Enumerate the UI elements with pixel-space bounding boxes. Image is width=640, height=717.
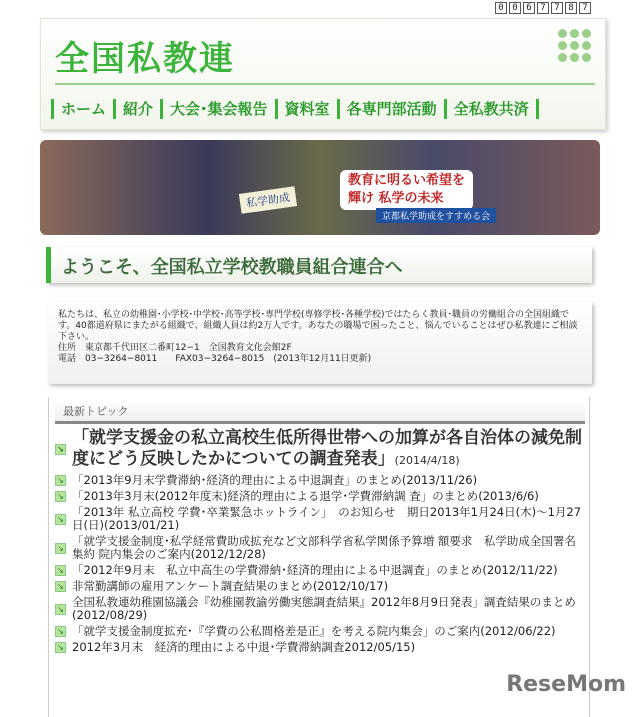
- arrow-icon: ↘: [55, 444, 66, 455]
- phone-fax: 電話 03−3264−8011 FAX03−3264−8015 (2013年12月11日更新): [58, 354, 372, 364]
- topic-link[interactable]: [72, 641, 415, 654]
- topic-link[interactable]: [72, 506, 583, 532]
- hero-banner-image: [40, 140, 600, 235]
- topic-link[interactable]: [72, 428, 583, 471]
- topic-link[interactable]: [72, 596, 583, 622]
- nav-item[interactable]: 紹介: [113, 99, 160, 119]
- topic-text[interactable]: 非常勤講師の雇用アンケート調査結果のまとめ: [72, 579, 313, 593]
- topic-item[interactable]: [55, 564, 583, 577]
- topic-date: (2012/12/28): [190, 547, 266, 561]
- welcome-heading: ようこそ、全国私立学校教職員組合連合へ: [46, 247, 592, 283]
- topic-link[interactable]: [72, 564, 558, 577]
- nav-item[interactable]: 大会･集会報告: [160, 99, 275, 119]
- topic-item[interactable]: [55, 490, 583, 503]
- counter-digit: 6: [523, 2, 535, 14]
- topic-date: (2014/4/18): [394, 454, 460, 467]
- topic-link[interactable]: [72, 474, 477, 487]
- site-header: [40, 18, 606, 130]
- arrow-icon: ↘: [55, 604, 66, 615]
- topic-link[interactable]: [72, 535, 583, 561]
- topic-date: (2013/11/26): [401, 473, 478, 487]
- topic-date: (2013/6/6): [478, 489, 539, 503]
- counter-digit: 0: [495, 2, 507, 14]
- address: 住所 東京都千代田区二番町12−1 全国教育文化会館2F: [58, 343, 292, 353]
- topic-item[interactable]: [55, 474, 583, 487]
- topic-item[interactable]: [55, 535, 583, 561]
- topic-date: 2012/05/15): [344, 640, 416, 654]
- banner-sign: 私学助成: [239, 186, 297, 214]
- topic-text[interactable]: 「就学支援金の私立高校生低所得世帯への加算が各自治体の減免制度にどう反映したかについての調査発表」: [72, 428, 582, 469]
- visitor-counter: [495, 2, 591, 14]
- topic-link[interactable]: [72, 490, 539, 503]
- intro-text: 私たちは、私立の幼稚園･小学校･中学校･高等学校･専門学校(専修学校･各種学校)ではたらく教員･職員の労働組合の全国組織です。40都道府県にまたがる組織で、組織人員は約2万人です。あなたの職場で困ったこと、悩んでいることはぜひ私教連にご相談下さい。: [58, 310, 578, 342]
- nav-item[interactable]: 各専門部活動: [337, 99, 444, 119]
- nav-item[interactable]: ホーム: [51, 99, 113, 119]
- nav-item[interactable]: 資料室: [275, 99, 337, 119]
- topic-text[interactable]: 「2012年9月末 私立中高生の学費滞納･経済的理由による中退調査」のまとめ: [72, 563, 483, 577]
- main-nav: [51, 99, 539, 119]
- topic-link[interactable]: [72, 625, 556, 638]
- topic-item[interactable]: [55, 506, 583, 532]
- counter-digit: 7: [579, 2, 591, 14]
- arrow-icon: ↘: [55, 491, 66, 502]
- topic-item[interactable]: [55, 428, 583, 471]
- arrow-icon: ↘: [55, 565, 66, 576]
- latest-topics: [48, 397, 590, 717]
- nav-item[interactable]: 全私教共済: [444, 99, 539, 119]
- topic-item[interactable]: [55, 625, 583, 638]
- counter-digit: 7: [551, 2, 563, 14]
- arrow-icon: ↘: [55, 475, 66, 486]
- topic-text[interactable]: 2012年3月末 経済的理由による中退･学費滞納調査: [72, 640, 345, 654]
- topics-title: 最新トピック: [55, 401, 585, 424]
- topic-text[interactable]: 「2013年 私立高校 学費･卒業緊急ホットライン」 のお知らせ 期日2013年1月24日(木)〜1月27日(日): [72, 505, 582, 532]
- topic-text[interactable]: 「就学支援金制度拡充･『学費の公私間格差是正』を考える院内集会」のご案内: [72, 624, 481, 638]
- watermark-logo: ReseMom: [506, 672, 626, 697]
- banner-slogan: 教育に明るい希望を 輝け 私学の未来: [340, 170, 473, 210]
- topic-text[interactable]: 全国私教連幼稚園協議会『幼稚園教諭労働実態調査結果』2012年8月9日発表」調査結果のまとめ: [72, 595, 576, 609]
- site-logo[interactable]: 全国私教連: [55, 39, 235, 79]
- counter-digit: 7: [537, 2, 549, 14]
- arrow-icon: ↘: [55, 642, 66, 653]
- topic-item[interactable]: [55, 580, 583, 593]
- divider: [55, 83, 595, 85]
- intro-box: [48, 302, 592, 384]
- arrow-icon: ↘: [55, 626, 66, 637]
- topic-item[interactable]: [55, 641, 583, 654]
- topic-date: (2013/01/21): [103, 518, 180, 532]
- arrow-icon: ↘: [55, 581, 66, 592]
- counter-digit: 8: [565, 2, 577, 14]
- arrow-icon: ↘: [55, 514, 66, 525]
- topic-date: (2012/08/29): [72, 608, 148, 622]
- topic-date: (2012/11/22): [482, 563, 558, 577]
- arrow-icon: ↘: [55, 543, 66, 554]
- topic-text[interactable]: 「就学支援金制度･私学経常費助成拡充など文部科学省私学関係予算増 額要求 私学助成全国署名集約 院内集会のご案内: [72, 534, 576, 561]
- topic-item[interactable]: [55, 596, 583, 622]
- counter-digit: 0: [509, 2, 521, 14]
- banner-org: 京都私学助成をすすめる会: [376, 208, 496, 223]
- logo-dots-icon: [558, 29, 591, 62]
- topic-link[interactable]: [72, 580, 388, 593]
- topic-text[interactable]: 「2013年3月末(2012年度末)経済的理由による退学･学費滞納調 査」のまとめ: [72, 489, 479, 503]
- topic-date: (2012/06/22): [480, 624, 556, 638]
- topic-date: (2012/10/17): [312, 579, 389, 593]
- topic-text[interactable]: 「2013年9月末学費滞納･経済的理由による中退調査」のまとめ: [72, 473, 402, 487]
